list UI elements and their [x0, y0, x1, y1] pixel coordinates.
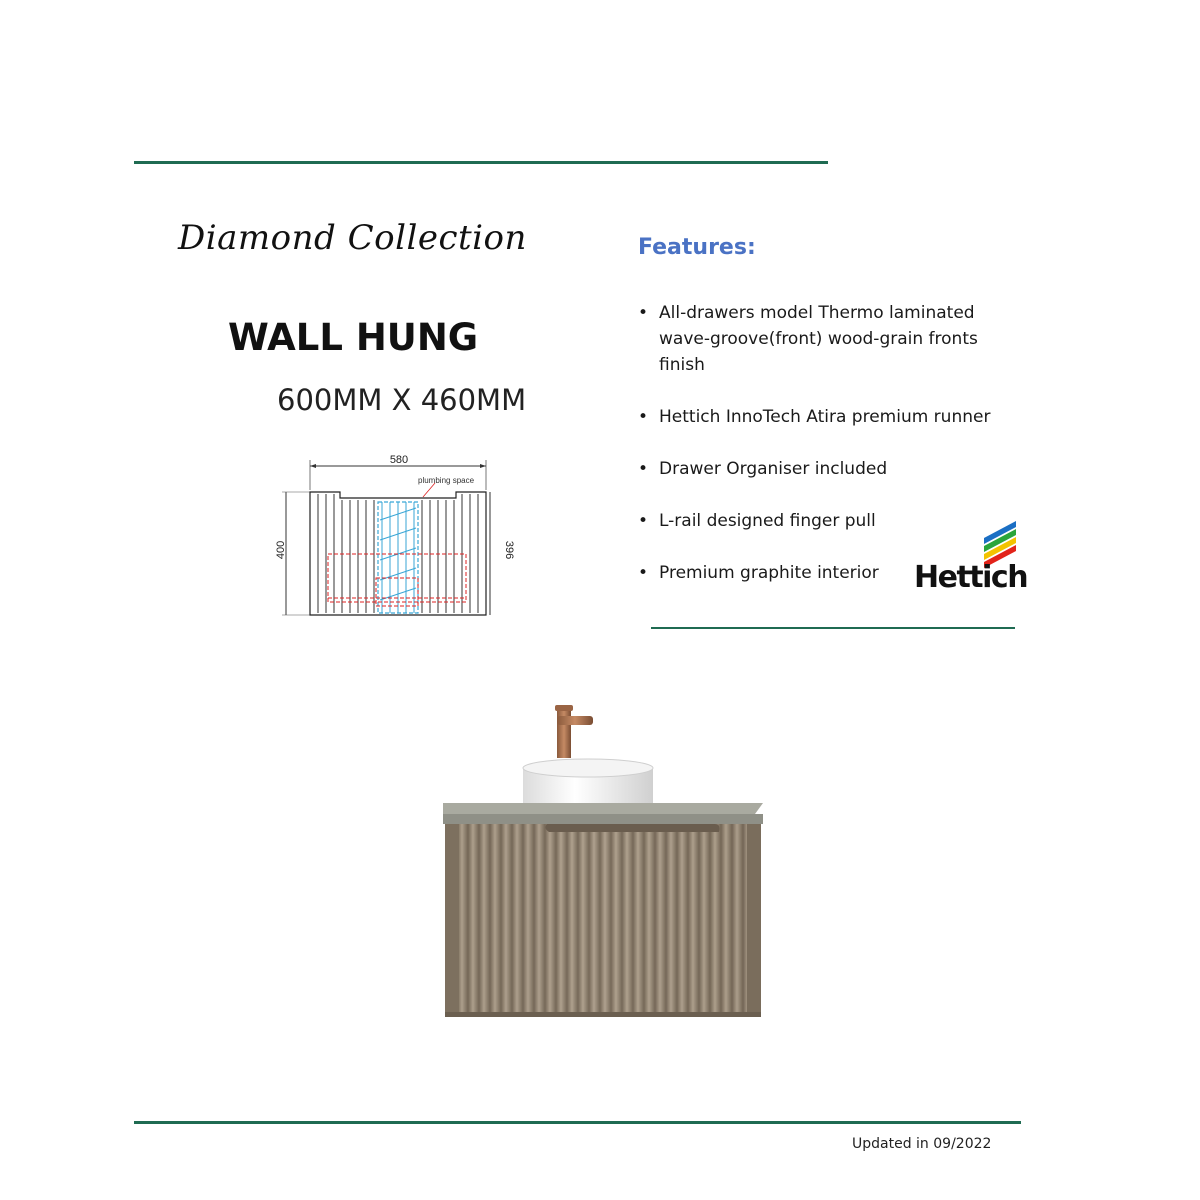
vanity-render	[435, 700, 775, 1025]
top-rule	[134, 161, 828, 164]
width-label: 580	[389, 454, 409, 466]
plumbing-space	[378, 502, 418, 613]
bullet-icon: •	[638, 511, 649, 531]
feature-item: • L-rail designed finger pull	[638, 508, 1018, 534]
feature-item: • Premium graphite interior	[638, 560, 1018, 586]
cabinet-body	[445, 824, 761, 1017]
features-rule	[651, 627, 1015, 629]
bullet-icon: •	[638, 303, 649, 323]
faucet	[555, 705, 593, 758]
dimension-drawing	[270, 450, 520, 620]
product-type: WALL HUNG	[228, 316, 479, 359]
bullet-icon: •	[638, 459, 649, 479]
plumbing-label: plumbing space	[418, 476, 475, 485]
right-height-label: 396	[503, 540, 515, 560]
logo-wordmark: Hettich	[914, 560, 1028, 592]
bottom-rule	[134, 1121, 1021, 1124]
features-title: Features:	[638, 235, 756, 260]
drawer-outline	[328, 554, 466, 606]
updated-date: Updated in 09/2022	[852, 1136, 992, 1152]
hettich-logo	[914, 518, 1030, 592]
feature-item: • All-drawers model Thermo laminated wave-groove(front) wood-grain fronts finish	[638, 300, 989, 378]
finger-pull	[545, 824, 719, 832]
bullet-icon: •	[638, 407, 649, 427]
feature-item: • Hettich InnoTech Atira premium runner	[638, 404, 1018, 430]
product-size: 600MM X 460MM	[277, 383, 527, 417]
brand-signature: Diamond Collection	[178, 218, 527, 258]
feature-item: • Drawer Organiser included	[638, 456, 1018, 482]
bullet-icon: •	[638, 563, 649, 583]
left-height-label: 400	[275, 540, 287, 560]
stone-top	[443, 803, 763, 824]
